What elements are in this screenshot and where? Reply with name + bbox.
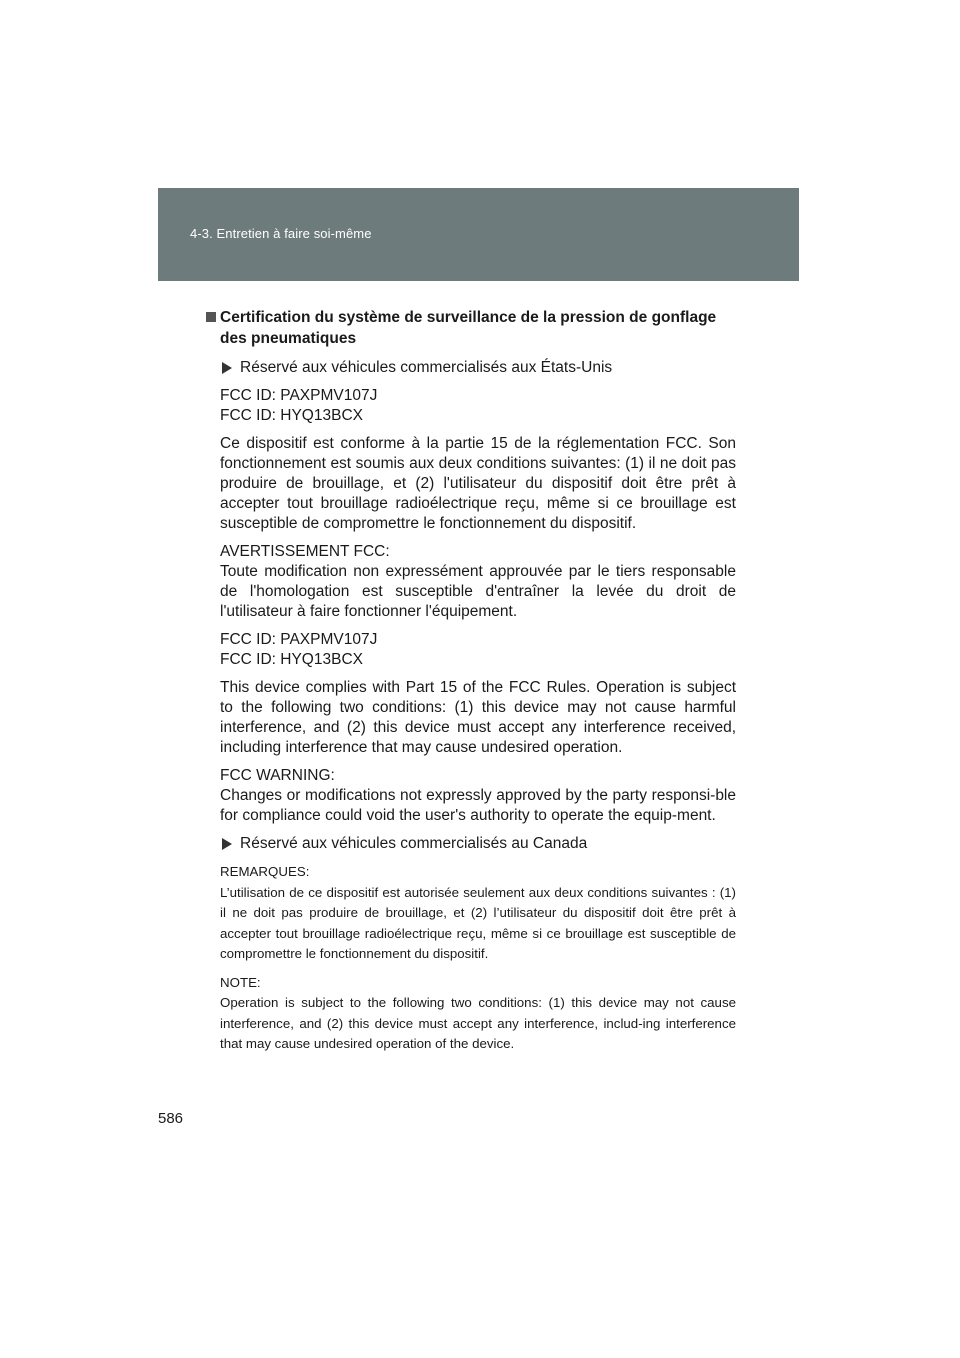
canada-label: Réservé aux véhicules commercialisés au Canada bbox=[240, 835, 588, 852]
heading-line-1: Certification du système de surveillance de la pression de gonflage bbox=[220, 309, 717, 326]
triangle-bullet-icon bbox=[222, 362, 232, 374]
remarks bbox=[220, 862, 736, 965]
fcc-id-line: FCC ID: HYQ13BCX bbox=[220, 651, 363, 668]
remarks-text: L’utilisation de ce dispositif est autorisée seulement aux deux conditions suivantes : (1) il ne doit pas produire de brouillage, et (2) l’utilisateur du dispositif doit être prêt à accepter tout brouillage radioélectrique reçu, même si ce brouillage est susceptible de compromettre le fonctionnement du dispositif. bbox=[220, 884, 736, 961]
section-heading bbox=[206, 307, 736, 349]
fcc-ids-fr bbox=[220, 386, 736, 426]
remarks-title: REMARQUES: bbox=[220, 864, 310, 879]
triangle-bullet-icon bbox=[222, 838, 232, 850]
note bbox=[220, 973, 736, 1055]
conformity-fr: Ce dispositif est conforme à la partie 15 de la réglementation FCC. Son fonctionnement est soumis aux deux conditions suivantes: (1) il ne doit pas produire de brouillage, et (2) l'utilisateur du dispositif doit être prêt à accepter tout brouillage radioélectrique reçu, même si ce brouillage est susceptible de compromettre le fonctionnement du dispositif. bbox=[220, 435, 736, 532]
warning-title-en: FCC WARNING: bbox=[220, 767, 335, 784]
warning-fr bbox=[220, 542, 736, 622]
section-header-band bbox=[158, 188, 799, 281]
warning-text-fr: Toute modification non expressément approuvée par le tiers responsable de l'homologation est susceptible d'entraîner la levée du droit de l'utilisateur à faire fonctionner l'équipement. bbox=[220, 563, 736, 620]
conformity-en: This device complies with Part 15 of the FCC Rules. Operation is subject to the following two conditions: (1) this device may not cause harmful interference, and (2) this device must accept any interference received, including interference that may cause undesired operation. bbox=[220, 679, 736, 756]
canada-subheading bbox=[220, 834, 736, 854]
usa-block bbox=[206, 358, 736, 1055]
square-bullet-icon bbox=[206, 312, 216, 322]
usa-label: Réservé aux véhicules commercialisés aux États-Unis bbox=[240, 359, 613, 376]
fcc-id-line: FCC ID: HYQ13BCX bbox=[220, 407, 363, 424]
page-content bbox=[206, 307, 736, 1063]
fcc-ids-en bbox=[220, 630, 736, 670]
section-title: 4-3. Entretien à faire soi-même bbox=[190, 226, 372, 241]
fcc-id-line: FCC ID: PAXPMV107J bbox=[220, 387, 378, 404]
note-title: NOTE: bbox=[220, 974, 261, 990]
heading-line-2: des pneumatiques bbox=[220, 330, 357, 347]
warning-title-fr: AVERTISSEMENT FCC: bbox=[220, 543, 390, 560]
usa-subheading bbox=[220, 358, 736, 378]
fcc-id-line: FCC ID: PAXPMV107J bbox=[220, 631, 378, 648]
note-text: Operation is subject to the following two conditions: (1) this device may not cause interference, and (2) this device must accept any interference, includ-ing interference that may cause undesired operation of the device. bbox=[220, 995, 736, 1051]
warning-text-en: Changes or modifications not expressly approved by the party responsi-ble for compliance could void the user's authority to operate the equip-ment. bbox=[220, 787, 736, 824]
page-number: 586 bbox=[158, 1110, 184, 1127]
warning-en bbox=[220, 766, 736, 826]
